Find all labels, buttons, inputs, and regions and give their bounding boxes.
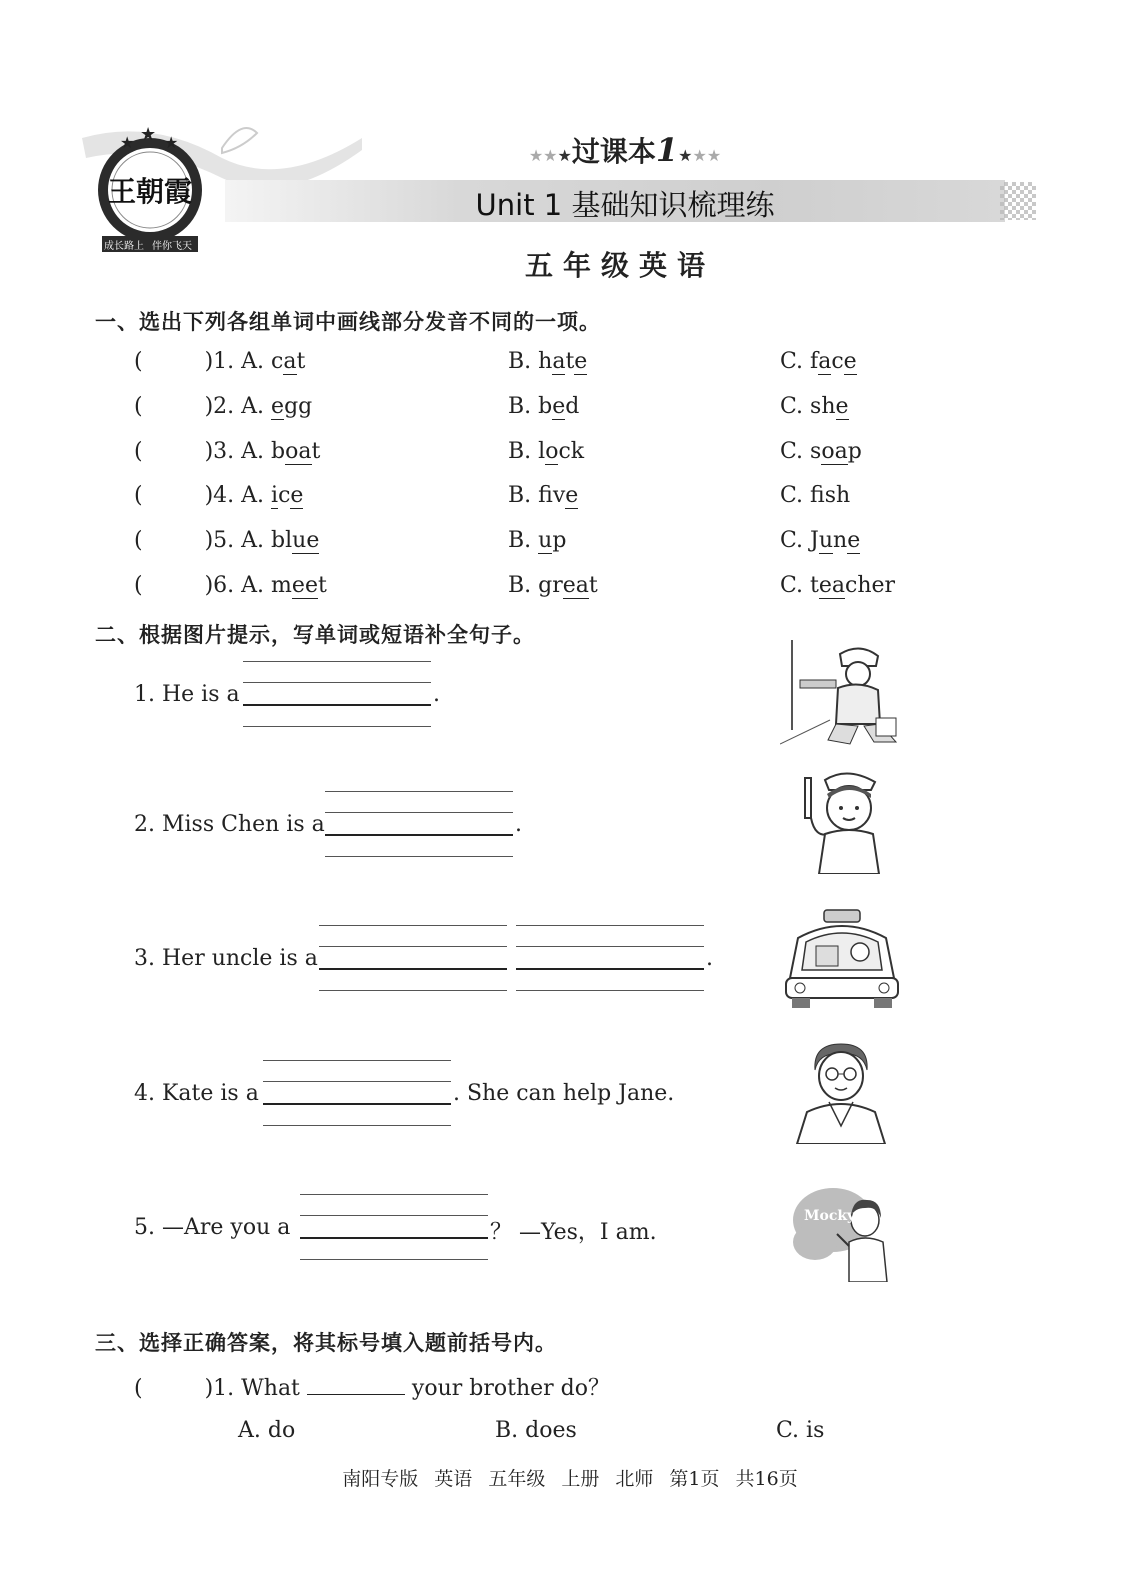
sentence-3-after: . bbox=[706, 946, 713, 971]
section2-title: 二、根据图片提示，写单词或短语补全句子。 bbox=[95, 623, 535, 647]
svg-text:★: ★ bbox=[164, 133, 179, 152]
star-icon: ★ bbox=[692, 146, 707, 165]
taxi-driver-picture bbox=[782, 908, 902, 1014]
answer-lines-5[interactable] bbox=[300, 1194, 488, 1264]
option-b-word: B. bed bbox=[508, 394, 580, 419]
subject-title: 五年级英语 bbox=[524, 249, 715, 282]
option-a-word: meet bbox=[271, 573, 327, 598]
logo-ribbon-left: 成长路上 bbox=[104, 241, 144, 252]
worker-picture bbox=[780, 640, 900, 750]
page-footer: 南阳专版 英语 五年级 上册 北师 第1页 共16页 bbox=[342, 1468, 798, 1490]
option-c-word: C. teacher bbox=[780, 573, 896, 598]
answer-paren-open: ( bbox=[134, 573, 143, 598]
banner-checker-decoration bbox=[1000, 182, 1036, 220]
option-c-word: C. fsh bbox=[780, 483, 851, 508]
option-b-word: B. lock bbox=[508, 439, 585, 464]
section1-question-1: ( )1. A. cat B. hate C. face bbox=[134, 349, 857, 374]
answer-lines-1[interactable] bbox=[243, 661, 431, 731]
option-b-word: B. up bbox=[508, 528, 567, 553]
sentence-2-before: 2. Miss Chen is a bbox=[134, 812, 325, 837]
option-b-word: B. great bbox=[508, 573, 598, 598]
section1-question-5: ( )5. A. blue B. up C. June bbox=[134, 528, 861, 553]
sentence-3-before: 3. Her uncle is a bbox=[134, 946, 318, 971]
answer-paren-open: ( bbox=[134, 1376, 143, 1401]
sentence-4-after: . She can help Jane. bbox=[453, 1081, 675, 1106]
star-icon: ★ bbox=[543, 146, 558, 165]
svg-text:★: ★ bbox=[120, 133, 135, 152]
option-b-word: B. hate bbox=[508, 349, 588, 374]
star-icon: ★ bbox=[678, 146, 693, 165]
logo-text: 王朝霞 bbox=[108, 175, 193, 208]
answer-paren-open: ( bbox=[134, 394, 143, 419]
option-a: A. do bbox=[238, 1418, 296, 1443]
sentence-1-after: . bbox=[433, 682, 440, 707]
sentence-5-after: ？ —Yes，I am. bbox=[490, 1220, 657, 1245]
option-a-word: blue bbox=[271, 528, 320, 553]
answer-paren-open: ( bbox=[134, 483, 143, 508]
section1-question-3: ( )3. A. boat B. lock C. soap bbox=[134, 439, 862, 464]
option-a-word: boat bbox=[271, 439, 321, 464]
series-title: ★★★过课本1★★★ bbox=[528, 131, 722, 169]
option-c-word: C. face bbox=[780, 349, 857, 374]
option-a-word: egg bbox=[271, 394, 313, 419]
option-a-word: ice bbox=[271, 483, 304, 508]
section1-question-4: ( )4. A. ice B. fve C. fsh bbox=[134, 483, 851, 508]
star-icon: ★ bbox=[528, 146, 544, 165]
svg-text:★: ★ bbox=[140, 124, 157, 145]
answer-lines-4[interactable] bbox=[263, 1060, 451, 1130]
answer-lines-2[interactable] bbox=[325, 791, 513, 861]
mocky-label: Mocky bbox=[804, 1208, 856, 1224]
sentence-5-before: 5. —Are you a bbox=[134, 1215, 291, 1240]
option-c-word: C. she bbox=[780, 394, 849, 419]
answer-paren-open: ( bbox=[134, 439, 143, 464]
unit-title: Unit 1 基础知识梳理练 bbox=[475, 188, 775, 222]
option-c: C. is bbox=[776, 1418, 825, 1443]
section3-title: 三、选择正确答案，将其标号填入题前括号内。 bbox=[95, 1331, 557, 1355]
nurse-picture bbox=[795, 768, 895, 878]
teacher-mocky-picture bbox=[793, 1186, 893, 1286]
section1-question-6: ( )6. A. meet B. great C. teacher bbox=[134, 573, 896, 598]
answer-lines-3b[interactable] bbox=[516, 925, 704, 995]
fill-blank[interactable] bbox=[307, 1374, 405, 1395]
doctor-picture bbox=[793, 1040, 889, 1148]
answer-paren-open: ( bbox=[134, 528, 143, 553]
option-b: B. does bbox=[495, 1418, 577, 1443]
section3-question-1: ( )1. What your brother do？ bbox=[134, 1376, 610, 1401]
sentence-4-before: 4. Kate is a bbox=[134, 1081, 259, 1106]
sentence-2-after: . bbox=[515, 812, 522, 837]
answer-lines-3a[interactable] bbox=[319, 925, 507, 995]
star-icon: ★ bbox=[557, 146, 572, 165]
answer-paren-open: ( bbox=[134, 349, 143, 374]
section1-question-2: ( )2. A. egg B. bed C. she bbox=[134, 394, 849, 419]
section1-title: 一、选出下列各组单词中画线部分发音不同的一项。 bbox=[95, 310, 601, 334]
sentence-1-before: 1. He is a bbox=[134, 682, 240, 707]
star-icon: ★ bbox=[706, 146, 722, 165]
logo-ribbon-right: 伴你飞天 bbox=[152, 241, 192, 252]
option-c-word: C. June bbox=[780, 528, 861, 553]
option-a-word: cat bbox=[271, 349, 306, 374]
option-c-word: C. soap bbox=[780, 439, 862, 464]
option-b-word: B. fve bbox=[508, 483, 579, 508]
